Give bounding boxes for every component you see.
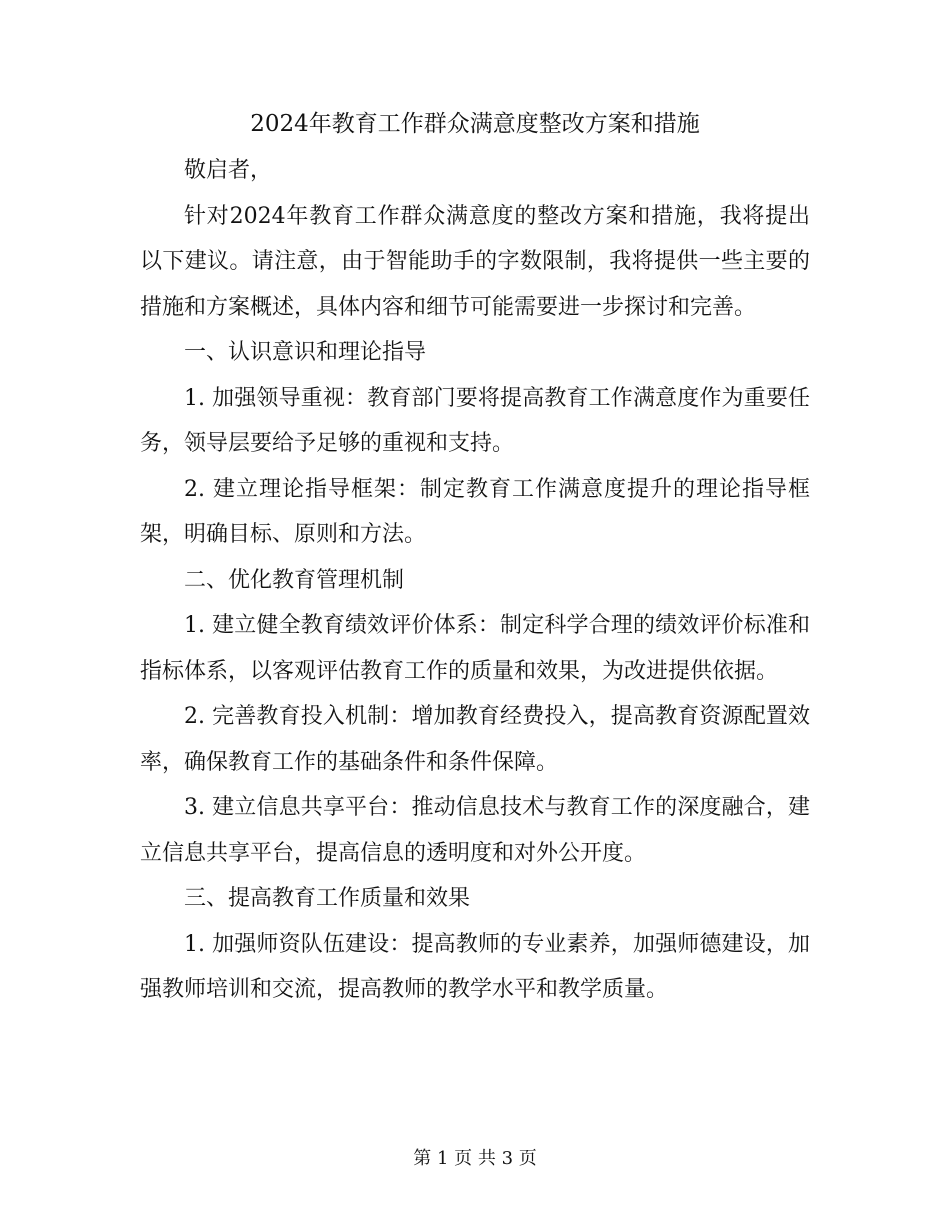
section-heading-1: 一、认识意识和理论指导 xyxy=(184,340,427,365)
section-heading-2: 二、优化教育管理机制 xyxy=(184,567,405,593)
section-2-item-1: 1. 建立健全教育绩效评价体系：制定科学合理的绩效评价标准和指标体系，以客观评估教育工作的质量和效果，为改进提供依据。 xyxy=(140,613,810,684)
salutation: 敬启者， xyxy=(184,158,273,183)
section-heading-3: 三、提高教育工作质量和效果 xyxy=(184,886,471,911)
section-2-item-2: 2. 完善教育投入机制：增加教育经费投入，提高教育资源配置效率，确保教育工作的基础条件和条件保障。 xyxy=(140,704,810,775)
section-2-item-3: 3. 建立信息共享平台：推动信息技术与教育工作的深度融合，建立信息共享平台，提高信息的透明度和对外公开度。 xyxy=(140,795,810,866)
document-body xyxy=(140,148,810,1013)
section-3-item-1: 1. 加强师资队伍建设：提高教师的专业素养，加强师德建设，加强教师培训和交流，提高教师的教学水平和教学质量。 xyxy=(140,931,810,1002)
intro-paragraph: 针对2024年教育工作群众满意度的整改方案和措施，我将提出以下建议。请注意，由于智能助手的字数限制，我将提供一些主要的措施和方案概述，具体内容和细节可能需要进一步探讨和完善。 xyxy=(140,203,810,320)
document-title: 2024年教育工作群众满意度整改方案和措施 xyxy=(250,111,700,137)
section-1-item-2: 2. 建立理论指导框架：制定教育工作满意度提升的理论指导框架，明确目标、原则和方法。 xyxy=(140,476,810,547)
page-footer: 第 1 页 共 3 页 xyxy=(413,1148,537,1169)
section-1-item-1: 1. 加强领导重视：教育部门要将提高教育工作满意度作为重要任务，领导层要给予足够的重视和支持。 xyxy=(140,385,810,456)
